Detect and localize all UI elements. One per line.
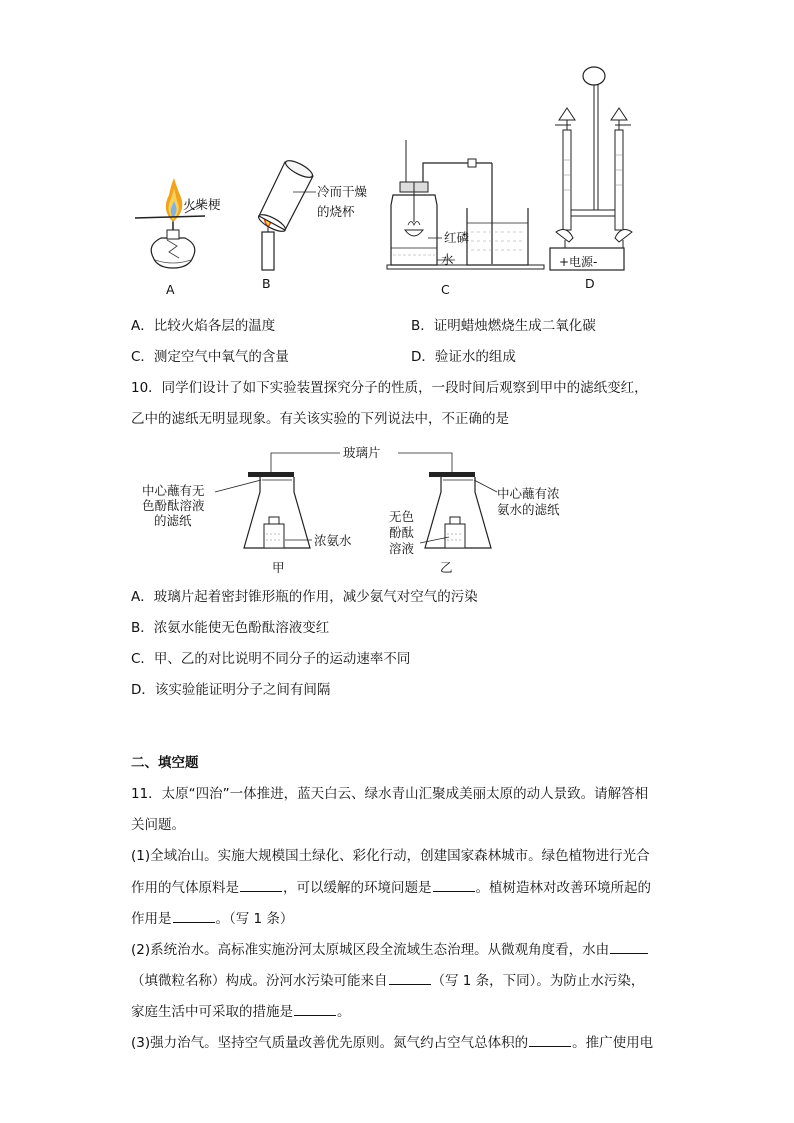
q10-option-a: A．玻璃片起着密封锥形瓶的作用，减少氨气对空气的污染 [131,589,478,605]
q11-part2-line3 [131,1001,351,1022]
water-label: 水 [441,252,454,267]
phosphorus-oxygen-diagram [387,140,544,269]
text-segment: (3)强力治气。坚持空气质量改善优先原则。氮气约占空气总体积的 [131,1035,529,1051]
right-paper-label-l2: 氨水的滤纸 [497,502,560,517]
q10-stem-line1: 10．同学们设计了如下实验装置探究分子的性质，一段时间后观察到甲中的滤纸变红， [131,380,648,396]
q11-part3-line1 [131,1032,653,1053]
phenol-label-l2: 酚酞 [389,525,415,540]
phenol-label-l1: 无色 [389,509,415,524]
q10-option-d: D．该实验能证明分子之间有间隔 [131,682,331,698]
q11-part2-line1 [131,939,649,960]
fig-label-c: C [441,282,450,297]
answer-blank[interactable] [294,1001,336,1016]
q9-option-c: C．测定空气中氧气的含量 [131,349,289,365]
alcohol-lamp-diagram [135,178,205,268]
text-segment: 作用的气体原料是 [131,880,239,896]
q9-option-d: D．验证水的组成 [411,349,516,365]
q11-stem-line1: 11．太原“四治”一体推进，蓝天白云、绿水青山汇聚成美丽太原的动人景致。请解答相 [131,786,649,802]
phenol-label-l3: 溶液 [389,541,415,556]
match-label: 火柴梗 [183,197,221,212]
text-segment: (2)系统治水。高标准实施汾河太原城区段全流域生态治理。从微观角度看，水由 [131,942,610,958]
q10-stem-line2: 乙中的滤纸无明显现象。有关该实验的下列说法中，不正确的是 [131,411,509,427]
q11-part1-line2 [131,877,651,898]
q11-part2-line2 [131,970,644,991]
text-segment: 。推广使用电 [572,1035,654,1051]
left-paper-label-l1: 中心蘸有无 [142,483,205,498]
text-segment: ，可以缓解的环境问题是 [283,880,432,896]
q11-part1-line1: (1)全域冶山。实施大规模国土绿化、彩化行动，创建国家森林城市。绿色植物进行光合 [131,848,650,864]
answer-blank[interactable] [240,877,282,892]
q9-option-b: B．证明蜡烛燃烧生成二氧化碳 [411,318,596,334]
right-paper-label-l1: 中心蘸有浓 [497,486,560,501]
text-segment: 。 [337,1004,351,1020]
phosphorus-label: 红磷 [444,230,470,245]
text-segment: （写 1 条，下同）。为防止水污染， [431,973,645,989]
text-segment: 家庭生活中可采取的措施是 [131,1004,293,1020]
beaker-label-line1: 冷而干燥 [317,184,368,199]
answer-blank[interactable] [529,1032,571,1047]
answer-blank[interactable] [173,908,215,923]
electrolysis-diagram [550,67,632,270]
answer-blank[interactable] [610,939,648,954]
ammonia-label: 浓氨水 [314,533,352,548]
candle-beaker-diagram [256,158,316,270]
flask-jia-label: 甲 [272,560,285,575]
fig-label-b: B [262,276,271,291]
text-segment: （填微粒名称）构成。汾河水污染可能来自 [131,973,388,989]
text-segment: 。（写 1 条） [215,911,294,927]
q11-stem-line2: 关问题。 [131,817,185,833]
text-segment: 作用是 [131,911,172,927]
q10-option-c: C．甲、乙的对比说明不同分子的运动速率不同 [131,651,411,667]
q10-option-b: B．浓氨水能使无色酚酞溶液变红 [131,620,330,636]
q9-option-a: A．比较火焰各层的温度 [131,318,276,334]
answer-blank[interactable] [433,877,475,892]
q11-part1-line3 [131,908,293,929]
section-title: 二、填空题 [131,755,199,771]
fig-label-a: A [166,282,175,297]
answer-blank[interactable] [389,970,431,985]
beaker-label-line2: 的烧杯 [317,204,355,219]
power-label: +电源- [559,255,598,269]
left-paper-label-l2: 色酚酞溶液 [142,498,205,513]
text-segment: 。植树造林对改善环境所起的 [475,880,651,896]
left-paper-label-l3: 的滤纸 [154,513,192,528]
glass-plate-label: 玻璃片 [343,445,381,460]
flask-jia [244,472,310,548]
fig-label-d: D [585,276,595,291]
flask-yi-label: 乙 [440,560,453,575]
